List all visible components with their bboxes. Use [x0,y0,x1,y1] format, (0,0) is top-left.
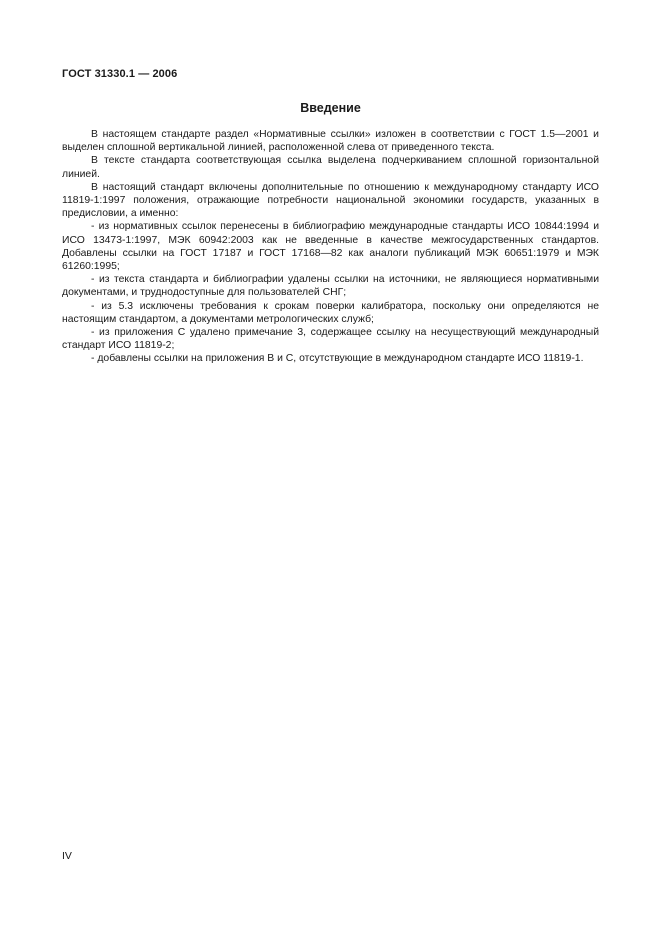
list-item-bibliography: - из нормативных ссылок перенесены в библиографию международные стандарты ИСО 10844:1994 и ИСО 13473-1:1997, МЭК 60942:2003 как не введенные в качестве межгосударственных стандартов. Добавлены ссылки на ГОСТ 17187 и ГОСТ 17168—82 как аналоги публикаций МЭК 60651:1979 и МЭК 61260:1995; [62,221,599,273]
page-number: IV [62,850,72,862]
paragraph-normative-references: В настоящем стандарте раздел «Нормативные ссылки» изложен в соответствии с ГОСТ 1.5—2001 и выделен сплошной вертикальной линией, расположенной слева от приведенного текста. [62,129,599,154]
list-item-annex-c-note: - из приложения С удалено примечание 3, содержащее ссылку на несуществующий международный стандарт ИСО 11819-2; [62,327,599,352]
body-text [62,128,599,366]
paragraph-underline-note: В тексте стандарта соответствующая ссылка выделена подчеркиванием сплошной горизонтальной линией. [62,155,599,180]
list-item-added-annex-references: - добавлены ссылки на приложения В и С, отсутствующие в международном стандарте ИСО 11819-1. [91,353,584,365]
list-item-removed-references: - из текста стандарта и библиографии удалены ссылки на источники, не являющиеся нормативными документами, и труднодоступные для пользователей СНГ; [62,274,599,299]
standard-code-header: ГОСТ 31330.1 — 2006 [62,68,178,80]
paragraph-additional-provisions: В настоящий стандарт включены дополнительные по отношению к международному стандарту ИСО 11819-1:1997 положения, отражающие потребности национальной экономики государств, указанных в предисловии, а именно: [62,181,599,220]
section-title: Введение [300,101,361,115]
list-item-calibrator-verification: - из 5.3 исключены требования к срокам поверки калибратора, поскольку они определяются не настоящим стандартом, а документами метрологических служб; [62,300,599,325]
